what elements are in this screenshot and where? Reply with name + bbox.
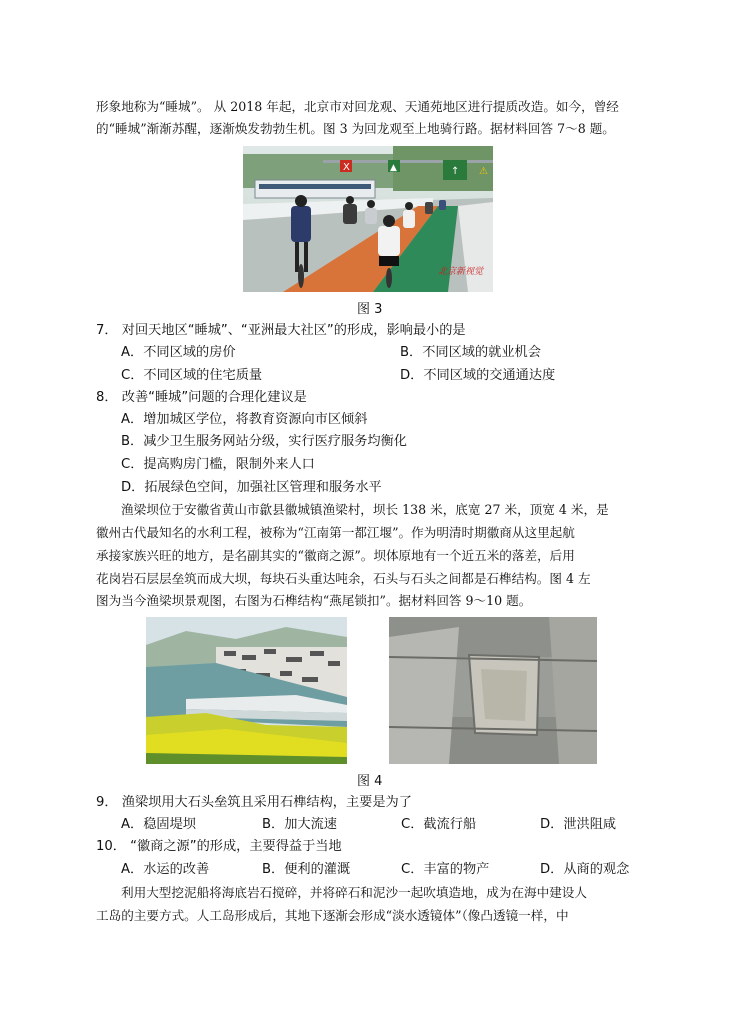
q10-option-b: B．便利的灌溉 xyxy=(262,862,351,877)
intro-line-2: 的“睡城”渐渐苏醒，逐渐焕发勃勃生机。图 3 为回龙观至上地骑行路。据材料回答 7～8 题。 xyxy=(96,121,615,136)
figure-4-caption: 图 4 xyxy=(357,774,383,789)
passage2-line-1: 渔梁坝位于安徽省黄山市歙县徽城镇渔梁村，坝长 138 米，底宽 27 米，顶宽 4 米，是 xyxy=(121,502,609,517)
q8-stem: 8． 改善“睡城”问题的合理化建议是 xyxy=(96,390,307,405)
q8-option-a: A．增加城区学位，将教育资源向市区倾斜 xyxy=(121,412,368,427)
sign-arrow-1: ▲ xyxy=(390,163,397,173)
q9-option-a: A．稳固堤坝 xyxy=(121,817,196,832)
q10-option-c: C．丰富的物产 xyxy=(401,862,490,877)
q8-option-b: B．减少卫生服务网站分级，实行医疗服务均衡化 xyxy=(121,434,407,449)
figure-4-stone-photo xyxy=(389,617,597,764)
q7-option-c: C．不同区域的住宅质量 xyxy=(121,368,263,383)
figure-4-dam-photo xyxy=(146,617,347,764)
figure-3-photo xyxy=(243,146,493,292)
passage2-line-3: 承接家族兴旺的地方，是名副其实的“徽商之源”。坝体原地有一个近五米的落差，后用 xyxy=(96,548,575,563)
passage2-line-4: 花岗岩石层层垒筑而成大坝，每块石头重达吨余，石头与石头之间都是石榫结构。图 4 左 xyxy=(96,571,591,586)
sign-warning: ⚠ xyxy=(479,166,488,177)
q9-option-c: C．截流行船 xyxy=(401,817,477,832)
q8-option-d: D．拓展绿色空间，加强社区管理和服务水平 xyxy=(121,480,382,495)
passage3-line-1: 利用大型挖泥船将海底岩石搅碎，并将碎石和泥沙一起吹填造地，成为在海中建设人 xyxy=(121,885,587,900)
q7-option-b: B．不同区域的就业机会 xyxy=(400,345,541,360)
q10-stem: 10． “徽商之源”的形成，主要得益于当地 xyxy=(96,839,342,854)
q9-stem: 9． 渔梁坝用大石头垒筑且采用石榫结构，主要是为了 xyxy=(96,795,412,810)
q7-option-a: A．不同区域的房价 xyxy=(121,345,236,360)
passage3-line-2: 工岛的主要方式。人工岛形成后，其地下逐渐会形成“淡水透镜体”（像凸透镜一样，中 xyxy=(96,908,569,923)
passage2-line-2: 徽州古代最知名的水利工程，被称为“江南第一都江堰”。作为明清时期徽商从这里起航 xyxy=(96,525,575,540)
passage2-line-5: 图为当今渔梁坝景观图，右图为石榫结构“燕尾锁扣”。据材料回答 9～10 题。 xyxy=(96,593,532,608)
figure-3-watermark: 北京新视觉 xyxy=(438,267,484,277)
q9-option-b: B．加大流速 xyxy=(262,817,337,832)
q10-option-a: A．水运的改善 xyxy=(121,862,210,877)
sign-arrow-2: ↑ xyxy=(451,166,460,177)
intro-line-1: 形象地称为“睡城”。 从 2018 年起，北京市对回龙观、天通苑地区进行提质改造。如今，曾经 xyxy=(96,99,619,114)
q8-option-c: C．提高购房门槛，限制外来人口 xyxy=(121,457,315,472)
q10-option-d: D．从商的观念 xyxy=(540,862,630,877)
sign-x: X xyxy=(343,162,350,173)
q9-option-d: D．泄洪阻咸 xyxy=(540,817,617,832)
q7-option-d: D．不同区域的交通通达度 xyxy=(400,368,556,383)
q7-stem: 7． 对回天地区“睡城”、“亚洲最大社区”的形成，影响最小的是 xyxy=(96,323,466,338)
figure-3-caption: 图 3 xyxy=(357,302,383,317)
